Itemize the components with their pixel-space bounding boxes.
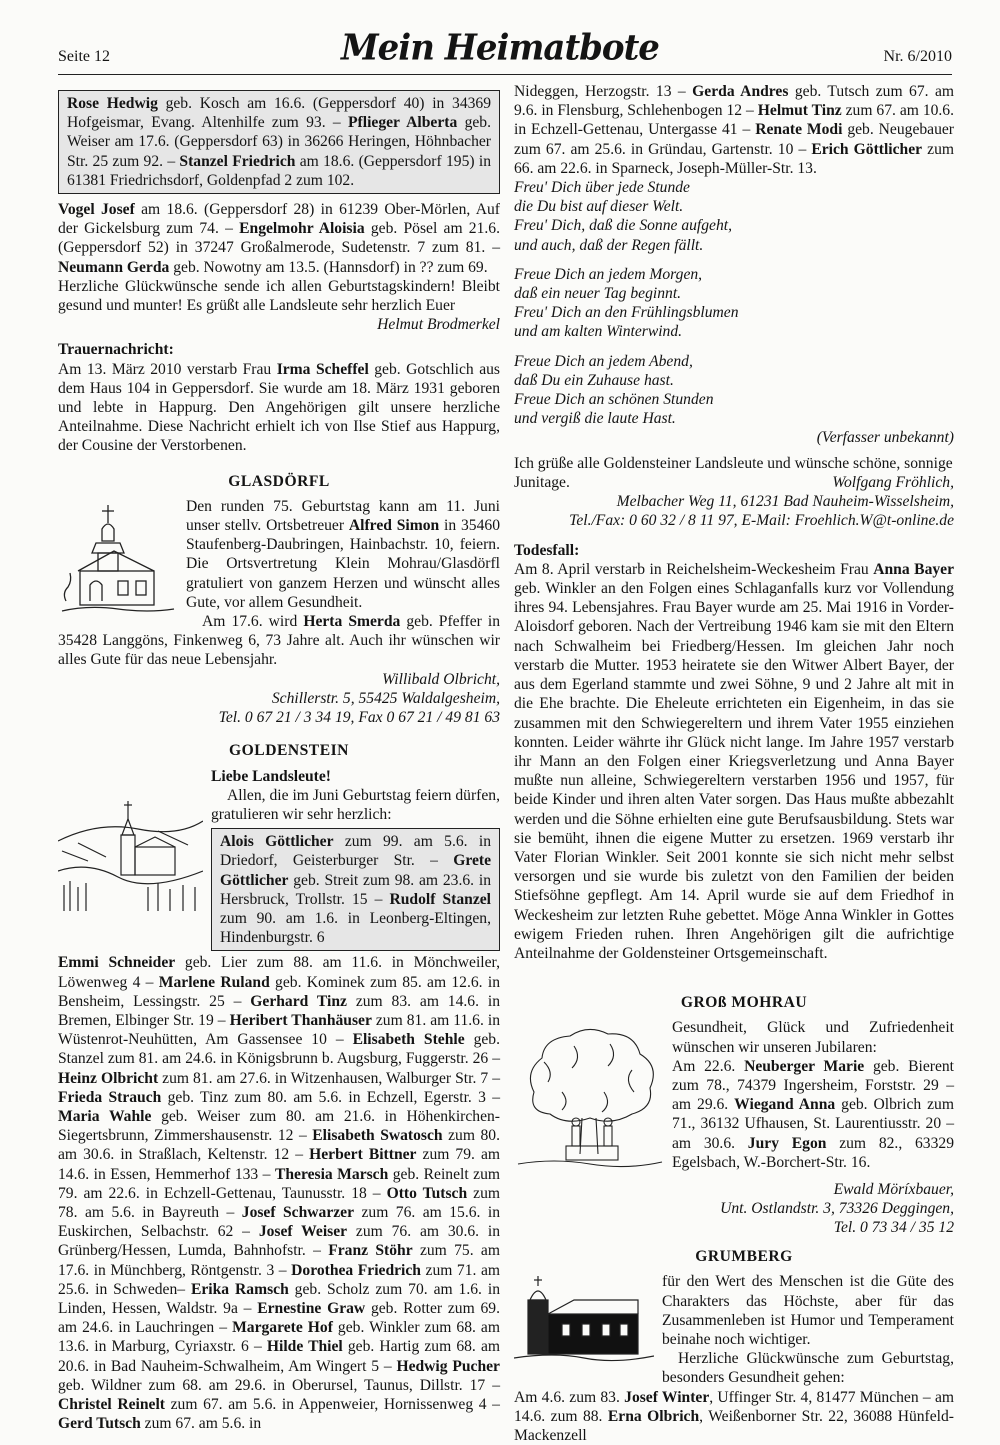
- text-segment: zum 79. am 14.6. in Essen, Hemmerhof 133 –: [58, 1146, 501, 1183]
- text-segment: geb. Kominek zum 85. am 12.6. in Bensheim, Lessingstr. 25 –: [58, 973, 500, 1010]
- text-segment: Nideggen, Herzogstr. 13 –: [514, 83, 693, 100]
- gross-mohrau-intro: Gesundheit, Glück und Zufriedenheit wünschen wir unseren Jubilaren:: [672, 1019, 954, 1056]
- poem-line: daß Du ein Zuhause hast.: [514, 371, 674, 389]
- greeting-paragraph: Herzliche Glückwünsche sende ich allen Geburtstagskindern! Bleibt gesund und munter! Es grüßt alle Landsleute sehr herzlich Euer: [58, 277, 500, 315]
- person-name: Hedwig Pucher: [396, 1357, 500, 1375]
- birthday-box-text: [67, 94, 491, 190]
- page-number: Seite 12: [58, 48, 110, 65]
- signature-olbricht-address: Schillerstr. 5, 55425 Waldalgesheim,: [271, 689, 500, 707]
- text-segment: Am 4.6. zum 83.: [514, 1388, 625, 1406]
- chapel-illustration: [58, 501, 178, 626]
- person-name: Alfred Simon: [348, 517, 440, 535]
- person-name: Heribert Thanhäuser: [229, 1011, 372, 1029]
- text-segment: zum 67. am 10.6. in Echzell-Gettenau, Untergasse 41 –: [514, 102, 955, 139]
- page-header: [0, 0, 1000, 80]
- text-segment: geb. Tinz zum 80. am 5.6. in Echzell, Egerstr. 3 –: [161, 1088, 501, 1106]
- text-segment: geb. Neugebauer zum 67. am 25.6. in Gründau, Gartenstr. 10 –: [514, 121, 954, 158]
- text-segment: geb. Winkler an den Folgen eines Schlaganfalls kurz vor Vollendung ihres 94. Lebensjahres. Frau Bayer wurde am 25. Mai 1916 in Vorder-Aloisdorf geboren. Nach der Vertreibung 1946 kam sie mit den Eltern nach Schwalheim bei Friedberg/Hessen. Im gleichen Jahr noch verstarb die Mutter. 1953 heiratete sie den Witwer Albert Bayer, der aus dem Egerland stammte und zwei Söhne, 9 und 2 Jahre alt mit in die Ehe brachte. Die Eheleute errichteten ein Eigenheim, in das sie zusammen mit den Schwiegereltern und ihrem Vater 1955 einziehen konnten. Leider währte ihr Glück nicht lange. Im Jahre 1957 verstarb ihr Mann an den Folgen einer Kriegsverletzung und Anna Bayer mußte nun alleine, Schwiegereltern verstarben 1956 und 1957, für beide Kinder und ihren alten Vater sorgen. Das Haus mußte abbezahlt werden und die Söhne erhielten eine gute Berufsausbildung. Stets war sie bemüht, ihnen die eigene Mutter zu ersetzen. 1969 verstarb ihr Vater Florian Winkler. Seit 2001 konnte sie sich nicht mehr selbst versorgen und sie wurde bis zuletzt von den Familien der beiden Stiefsöhne gepflegt. Am 14. April wurde sie auf dem Friedhof in Weckesheim zur letzten Ruhe gebettet. Möge Anna Winkler in Gottes ewigem Frieden ruhen. Ihren Angehörigen gilt die aufrichtige Anteilnahme der Goldensteiner Ortsgemeinschaft.: [514, 580, 954, 962]
- tree-statue-illustration: [514, 1022, 664, 1177]
- text-segment: zum 81. am 27.6. in Witzenhausen, Walburger Str. 7 –: [158, 1069, 500, 1087]
- person-name: Josef Schwarzer: [241, 1203, 355, 1221]
- text-segment: geb. Reinelt zum 79. am 22.6. in Echzell-Gettenau, Taunusstr. 18 –: [58, 1165, 500, 1202]
- goldenstein-birthday-list-continued: [514, 82, 954, 178]
- person-name: Elisabeth Stehle: [352, 1031, 465, 1049]
- text-segment: geb. Weiser am 17.6. (Geppersdorf 63) in 36266 Heringen, Höhnbacher Str. 25 zum 92. –: [67, 114, 491, 170]
- person-name: Franz Stöhr: [328, 1242, 413, 1260]
- text-segment: geb. Bierent zum 78., 74379 Ingersheim, Forststr. 29 – am 29.6.: [672, 1057, 955, 1114]
- signature-morixbauer-address: Unt. Ostlandstr. 3, 73326 Deggingen,: [720, 1199, 954, 1217]
- text-segment: zum 67. am 5.6. in Appenweier, Hornissenweg 4 –: [164, 1396, 500, 1413]
- text-segment: zum 82., 63329 Egelsbach, W.-Borchert-Str. 16.: [672, 1134, 954, 1171]
- poem-line: die Du bist auf dieser Welt.: [514, 198, 684, 216]
- trauer-text: [58, 360, 500, 456]
- person-name: Engelmohr Aloisia: [239, 220, 365, 238]
- text-segment: Am 22.6.: [672, 1057, 745, 1075]
- todesfall-text: [514, 560, 954, 963]
- person-name: Christel Reinelt: [58, 1396, 165, 1413]
- signature-olbricht-phone: Tel. 0 67 21 / 3 34 19, Fax 0 67 21 / 49 81 63: [218, 709, 500, 727]
- person-name: Emmi Schneider: [58, 954, 176, 972]
- person-name: Margarete Hof: [232, 1319, 333, 1337]
- text-segment: zum 78. am 5.6. in Bayreuth –: [58, 1184, 500, 1221]
- birthday-box-goldenstein-text: [220, 832, 491, 947]
- issue-number: Nr. 6/2010: [883, 48, 952, 65]
- text-segment: zum 81. am 11.6. in Wüstenrot-Neuhütten, Am Gassensee 10 –: [58, 1011, 500, 1049]
- text-segment: am 18.6. (Geppersdorf 195) in 61381 Friedrichsdorf, Goldenpfad 2 zum 102.: [67, 152, 491, 189]
- text-segment: , Weißenborner Str. 22, 36088 Hünfeld-Mackenzell: [514, 1407, 954, 1444]
- signature-froehlich-contact: Tel./Fax: 0 60 32 / 8 11 97, E-Mail: Froehlich.W@t-online.de: [569, 512, 954, 530]
- birthday-box-geppersdorf: [58, 90, 500, 194]
- person-name: Elisabeth Swatosch: [312, 1127, 443, 1145]
- text-segment: geb. Scholz zum 70. am 1.6. in Linden, Hessen, Waldstr. 9a –: [58, 1280, 500, 1317]
- person-name: Jury Egon: [747, 1134, 827, 1152]
- person-name: Pflieger Alberta: [348, 114, 458, 132]
- text-segment: geb. Streit zum 98. am 23.6. in Hersbruck, Trollstr. 15 –: [220, 871, 491, 908]
- person-name: Ernestine Graw: [257, 1299, 366, 1317]
- poem-line: daß ein neuer Tag beginnt.: [514, 285, 682, 303]
- poem-line: Freue Dich an schönen Stunden: [514, 391, 714, 409]
- text-segment: geb. Tutsch zum 67. am 9.6. in Flensburg, Schlehenbogen 12 –: [514, 83, 954, 120]
- text-segment: zum 99. am 5.6. in Driedorf, Geisterburger Str. –: [220, 833, 492, 870]
- text-segment: Am 8. April verstarb in Reichelsheim-Weckesheim Frau: [514, 560, 874, 578]
- section-title-goldenstein: GOLDENSTEIN: [229, 742, 349, 760]
- text-segment: zum 83. am 14.6. in Bremen, Elbinger Str. 19 –: [58, 992, 500, 1029]
- text-segment: zum 90. am 1.6. in Leonberg-Eltingen, Hindenburgstr. 6: [220, 909, 491, 947]
- person-name: Dorothea Friedrich: [291, 1261, 421, 1279]
- poem-line: Freu' Dich, daß die Sonne aufgeht,: [514, 217, 732, 235]
- text-segment: geb. Lier zum 88. am 11.6. in Mönchweiler, Löwenweg 4 –: [58, 954, 500, 991]
- goldenstein-greeting: Liebe Landsleute!: [211, 767, 331, 785]
- text-segment: zum 80. am 30.6. in Straßlach, Keltenstr. 12 –: [58, 1127, 501, 1164]
- masthead-title: Mein Heimatbote: [341, 27, 659, 69]
- poem-stanza-1: [514, 178, 954, 255]
- poem-author: (Verfasser unbekannt): [816, 429, 954, 447]
- text-segment: zum 67. am 5.6. in: [140, 1415, 262, 1433]
- person-name: Vogel Josef: [58, 201, 135, 219]
- person-name: Anna Bayer: [873, 560, 955, 578]
- person-name: Helmut Tinz: [757, 102, 842, 120]
- text-segment: zum 76. am 15.6. in Euskirchen, Selbachstr. 62 –: [58, 1203, 501, 1241]
- right-column: [514, 82, 954, 1445]
- text-segment: , Uffinger Str. 4, 81477 München – am 14.6. zum 88.: [514, 1388, 954, 1425]
- person-name: Herta Smerda: [303, 613, 401, 631]
- text-segment: geb. Winkler zum 68. am 13.6. in Marburg, Cyriaxstr. 6 –: [58, 1319, 500, 1356]
- poem-line: Freue Dich an jedem Morgen,: [514, 265, 703, 283]
- person-name: Theresia Marsch: [274, 1165, 389, 1183]
- text-segment: zum 66. am 22.6. in Sparneck, Joseph-Müller-Str. 13.: [514, 140, 955, 177]
- person-name: Alois Göttlicher: [220, 833, 334, 851]
- grumberg-birthday-list: [514, 1388, 954, 1445]
- person-name: Erna Olbrich: [607, 1407, 700, 1425]
- person-name: Rose Hedwig: [67, 95, 158, 112]
- person-name: Stanzel Friedrich: [179, 152, 296, 170]
- left-column: [58, 90, 500, 1433]
- text-segment: am 18.6. (Geppersdorf 28) in 61239 Ober-Mörlen, Auf der Gickelsburg zum 74. –: [58, 201, 500, 238]
- person-name: Neuberger Marie: [744, 1057, 865, 1075]
- text-segment: in 35460 Staufenberg-Daubringen, Hainbachstr. 10, feiern. Die Ortsvertretung Klein Mohrau/Glasdörfl gratuliert von ganzem Herzen und wünscht alles Gute, vor allem Gesundheit.: [186, 517, 500, 611]
- person-name: Otto Tutsch: [386, 1184, 468, 1202]
- village-church-illustration: [514, 1274, 654, 1369]
- text-segment: geb. Gotschlich aus dem Haus 104 in Geppersdorf. Sie wurde am 18. März 1931 geboren und lebte in Happurg. Den Angehörigen gilt unsere herzliche Anteilnahme. Diese Nachricht erhielt ich von Ilse Stief aus Happurg, der Cousine der Verstorbenen.: [58, 360, 500, 455]
- text-segment: geb. Pösel am 21.6. (Geppersdorf 52) in 37247 Großalmerode, Sudetenstr. 7 zum 81. –: [58, 220, 500, 257]
- todesfall-heading: Todesfall:: [514, 541, 580, 559]
- person-name: Renate Modi: [755, 121, 843, 139]
- goldenstein-intro: Allen, die im Juni Geburtstag feiern dürfen, gratulieren wir sehr herzlich:: [211, 786, 500, 823]
- trauer-heading: Trauernachricht:: [58, 341, 174, 359]
- person-name: Frieda Strauch: [58, 1088, 162, 1106]
- text-segment: geb. Stanzel zum 81. am 24.6. in Königsbrunn b. Augsburg, Fuggerstr. 26 –: [58, 1031, 500, 1068]
- person-name: Heinz Olbricht: [58, 1069, 159, 1087]
- section-title-gross-mohrau: GROß MOHRAU: [680, 994, 808, 1012]
- person-name: Josef Weiser: [258, 1223, 348, 1241]
- signature-froehlich-name: Wolfgang Fröhlich,: [832, 474, 954, 492]
- birthday-list-geppersdorf: [58, 200, 500, 277]
- text-segment: zum 76. am 30.6. in Grünberg/Hessen, Lumda, Bahnhofstr. –: [58, 1223, 501, 1260]
- birthday-box-goldenstein: [211, 828, 500, 951]
- text-segment: Den runden 75. Geburtstag kann am 11. Juni unser stellv. Ortsbetreuer: [186, 497, 500, 535]
- poem-line: Freu' Dich über jede Stunde: [514, 179, 690, 197]
- poem-line: und am kalten Winterwind.: [514, 323, 683, 341]
- grumberg-intro: für den Wert des Menschen ist die Güte des Charakters das Höchste, aber für das Zusammenleben ist Humor und Temperament beinahe noch wichtiger.: [662, 1273, 954, 1348]
- person-name: Wiegand Anna: [734, 1096, 836, 1114]
- text-segment: geb. Olbrich zum 71., 36132 Ufhausen, St. Laurentiusstr. 20 – am 30.6.: [672, 1096, 954, 1152]
- section-title-glasdoerfl: GLASDÖRFL: [228, 472, 330, 490]
- person-name: Erich Göttlicher: [811, 140, 923, 158]
- signature-morixbauer-name: Ewald Möríxbauer,: [833, 1180, 954, 1198]
- person-name: Gerd Tutsch: [58, 1415, 141, 1433]
- poem-stanza-2: [514, 265, 954, 342]
- person-name: Gerda Andres: [692, 83, 789, 100]
- person-name: Irma Scheffel: [276, 360, 369, 378]
- signature-brodmerkel: Helmut Brodmerkel: [377, 316, 500, 334]
- text-segment: Am 17.6. wird: [202, 613, 304, 631]
- text-segment: geb. Kosch am 16.6. (Geppersdorf 40) in 34369 Hofgeismar, Evang. Altenhilfe zum 93. –: [67, 95, 492, 132]
- section-title-grumberg: GRUMBERG: [695, 1248, 793, 1266]
- person-name: Josef Winter: [624, 1388, 710, 1406]
- text-segment: geb. Pfeffer in 35428 Langgöns, Finkenweg 6, 73 Jahre alt. Auch ihr wünschen wir alles Gute für das neue Lebensjahr.: [58, 613, 500, 669]
- poem-line: Freu' Dich an den Frühlingsblumen: [514, 304, 739, 322]
- text-segment: geb. Hartig zum 68. am 20.6. in Bad Nauheim-Schwalheim, Am Wingert 5 –: [58, 1338, 500, 1375]
- person-name: Maria Wahle: [58, 1107, 152, 1125]
- text-segment: geb. Wildner zum 68. am 29.6. in Oberursel, Taunus, Dillstr. 17 –: [58, 1376, 500, 1394]
- poem-line: und vergiß die laute Hast.: [514, 410, 676, 428]
- person-name: Herbert Bittner: [309, 1146, 417, 1164]
- greeting-junitage: Ich grüße alle Goldensteiner Landsleute und wünsche schöne, sonnige Junitage.: [514, 454, 953, 491]
- text-segment: zum 71. am 25.6. in Schweden–: [58, 1261, 500, 1298]
- person-name: Hilde Thiel: [266, 1338, 343, 1356]
- goldenstein-birthday-list: [58, 953, 500, 1433]
- signature-froehlich-address: Melbacher Weg 11, 61231 Bad Nauheim-Wisselsheim,: [616, 493, 954, 511]
- poem-line: Freue Dich an jedem Abend,: [514, 352, 693, 370]
- poem-stanza-3: [514, 352, 954, 429]
- person-name: Neumann Gerda: [58, 258, 170, 276]
- text-segment: geb. Nowotny am 13.5. (Hannsdorf) in ?? zum 69.: [169, 258, 488, 276]
- person-name: Erika Ramsch: [190, 1280, 289, 1298]
- signature-olbricht-name: Willibald Olbricht,: [382, 670, 500, 688]
- grumberg-wish: Herzliche Glückwünsche zum Geburtstag, besonders Gesundheit gehen:: [662, 1350, 954, 1387]
- text-segment: Am 13. März 2010 verstarb Frau: [58, 360, 277, 378]
- church-landscape-illustration: [58, 791, 203, 916]
- text-segment: geb. Weiser zum 80. am 21.6. in Höhenkirchen-Siegertsbrunn, Zimmershausenstr. 12 –: [58, 1107, 500, 1145]
- text-segment: zum 75. am 17.6. in Münchberg, Röntgenstr. 3 –: [58, 1242, 500, 1279]
- person-name: Grete Göttlicher: [220, 852, 491, 889]
- person-name: Rudolf Stanzel: [389, 890, 492, 908]
- text-segment: geb. Rotter zum 69. am 24.6. in Lauchringen –: [58, 1299, 500, 1337]
- signature-morixbauer-phone: Tel. 0 73 34 / 35 12: [833, 1218, 954, 1236]
- header-rule: [58, 74, 952, 75]
- person-name: Marlene Ruland: [158, 973, 270, 991]
- person-name: Gerhard Tinz: [250, 992, 347, 1010]
- poem-line: und auch, daß der Regen fällt.: [514, 236, 704, 254]
